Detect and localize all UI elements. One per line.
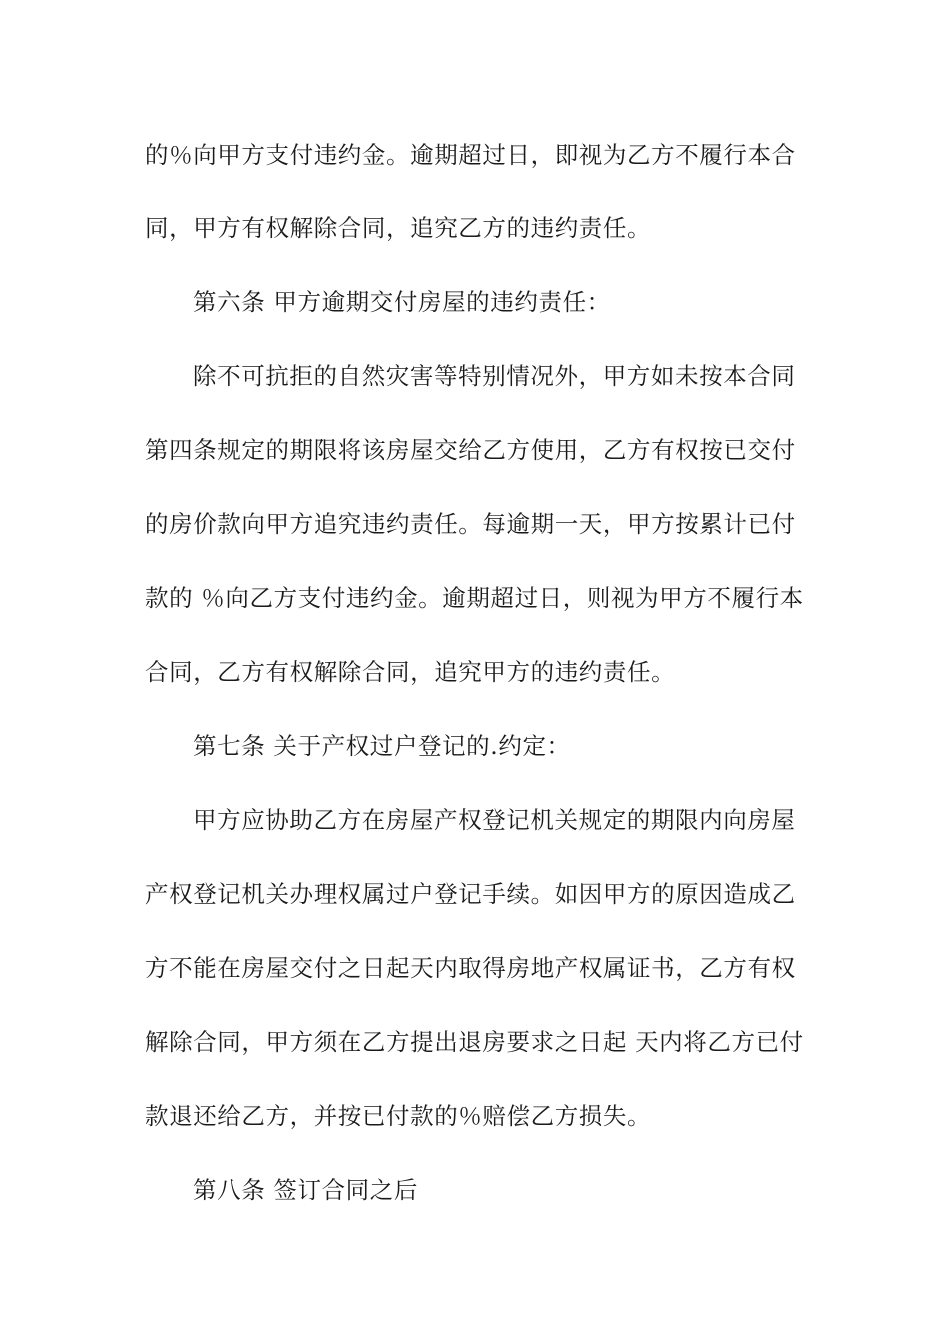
article-8-heading: 第八条 签订合同之后 xyxy=(193,1176,418,1204)
text-line-11: 产权登记机关办理权属过户登记手续。如因甲方的原因造成乙 xyxy=(145,880,796,908)
article-7-heading: 第七条 关于产权过户登记的.约定： xyxy=(193,732,571,760)
text-line-4: 除不可抗拒的自然灾害等特别情况外，甲方如未按本合同 xyxy=(193,362,796,390)
text-line-1: 的％向甲方支付违约金。逾期超过日，即视为乙方不履行本合 xyxy=(145,141,796,169)
text-line-13: 解除合同，甲方须在乙方提出退房要求之日起 天内将乙方已付 xyxy=(145,1028,804,1056)
text-line-10: 甲方应协助乙方在房屋产权登记机关规定的期限内向房屋 xyxy=(193,806,796,834)
text-line-2: 同，甲方有权解除合同，追究乙方的违约责任。 xyxy=(145,214,652,242)
text-line-14: 款退还给乙方，并按已付款的％赔偿乙方损失。 xyxy=(145,1102,652,1130)
text-line-7: 款的 ％向乙方支付违约金。逾期超过日，则视为甲方不履行本 xyxy=(145,584,804,612)
text-line-8: 合同，乙方有权解除合同，追究甲方的违约责任。 xyxy=(145,658,676,686)
text-line-12: 方不能在房屋交付之日起天内取得房地产权属证书，乙方有权 xyxy=(145,954,796,982)
text-line-6: 的房价款向甲方追究违约责任。每逾期一天，甲方按累计已付 xyxy=(145,510,796,538)
article-6-heading: 第六条 甲方逾期交付房屋的违约责任： xyxy=(193,288,611,316)
text-line-5: 第四条规定的期限将该房屋交给乙方使用，乙方有权按已交付 xyxy=(145,436,796,464)
